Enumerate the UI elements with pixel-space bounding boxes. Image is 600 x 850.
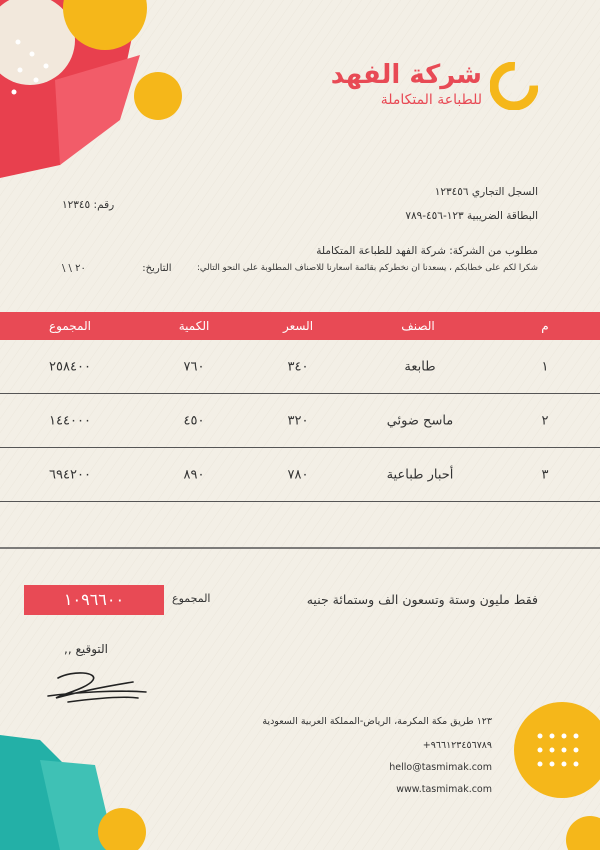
- company-logo-text: [331, 60, 482, 110]
- quote-number: رقم: ١٢٣٤٥: [62, 199, 115, 211]
- total-label: المجموع: [172, 592, 211, 605]
- requested-from: مطلوب من الشركة: شركة الفهد للطباعة المتكاملة: [316, 245, 538, 257]
- header-index: م: [541, 319, 549, 333]
- date-field: [62, 263, 172, 274]
- company-name: شركة الفهد: [330, 60, 482, 90]
- price-table: [0, 312, 600, 502]
- signature-label: التوقيع ,,: [64, 642, 108, 656]
- row-index: ٢: [541, 413, 549, 428]
- contact-website[interactable]: www.tasmimak.com: [396, 784, 492, 795]
- row-price: ٣٢٠: [287, 413, 309, 428]
- date-label: التاريخ:: [142, 263, 172, 274]
- row-total: ٦٩٤٢٠٠: [49, 467, 91, 482]
- row-item: أحبار طباعية: [386, 467, 454, 482]
- table-row: [0, 340, 600, 394]
- row-index: ٣: [541, 467, 549, 482]
- row-total: ١٤٤٠٠٠: [49, 413, 91, 428]
- row-price: ٣٤٠: [287, 359, 309, 374]
- date-value: ٢٠ \ \: [62, 263, 86, 274]
- company-tagline: للطباعة المتكاملة: [380, 92, 482, 108]
- row-item: طابعة: [404, 359, 436, 374]
- header-total: المجموع: [49, 319, 91, 333]
- company-logo-icon: [490, 62, 538, 110]
- header-price: السعر: [282, 319, 314, 333]
- contact-address: ١٢٣ طريق مكة المكرمة، الرياض-المملكة العربية السعودية: [262, 716, 492, 727]
- header-quantity: الكمية: [178, 319, 210, 333]
- row-index: ١: [541, 359, 549, 374]
- contact-phone: +٩٦٦١٢٣٤٥٦٧٨٩: [422, 740, 492, 751]
- total-amount: ١٠٩٦٦٠٠: [24, 585, 164, 615]
- table-header: [0, 312, 600, 340]
- table-row: [0, 448, 600, 502]
- contact-email[interactable]: hello@tasmimak.com: [389, 762, 492, 773]
- commercial-register: السجل التجاري ١٢٣٤٥٦: [434, 186, 538, 198]
- row-quantity: ٧٦٠: [183, 359, 205, 374]
- table-row: [0, 394, 600, 448]
- signature-image: [38, 668, 148, 708]
- amount-in-words: فقط مليون وستة وتسعون الف وستمائة جنيه: [306, 592, 538, 607]
- thanks-text: شكرا لكم على خطابكم ، يسعدنا ان نخطركم بقائمة اسعارنا للاصناف المطلوبة على النحو التالي:: [196, 263, 538, 273]
- row-price: ٧٨٠: [287, 467, 309, 482]
- tax-card: البطاقة الضريبية ١٢٣-٤٥٦-٧٨٩: [405, 210, 538, 222]
- row-item: ماسح ضوئي: [386, 413, 454, 428]
- header-item: الصنف: [401, 319, 435, 333]
- row-quantity: ٤٥٠: [183, 413, 205, 428]
- row-quantity: ٨٩٠: [183, 467, 205, 482]
- row-total: ٢٥٨٤٠٠: [49, 359, 91, 374]
